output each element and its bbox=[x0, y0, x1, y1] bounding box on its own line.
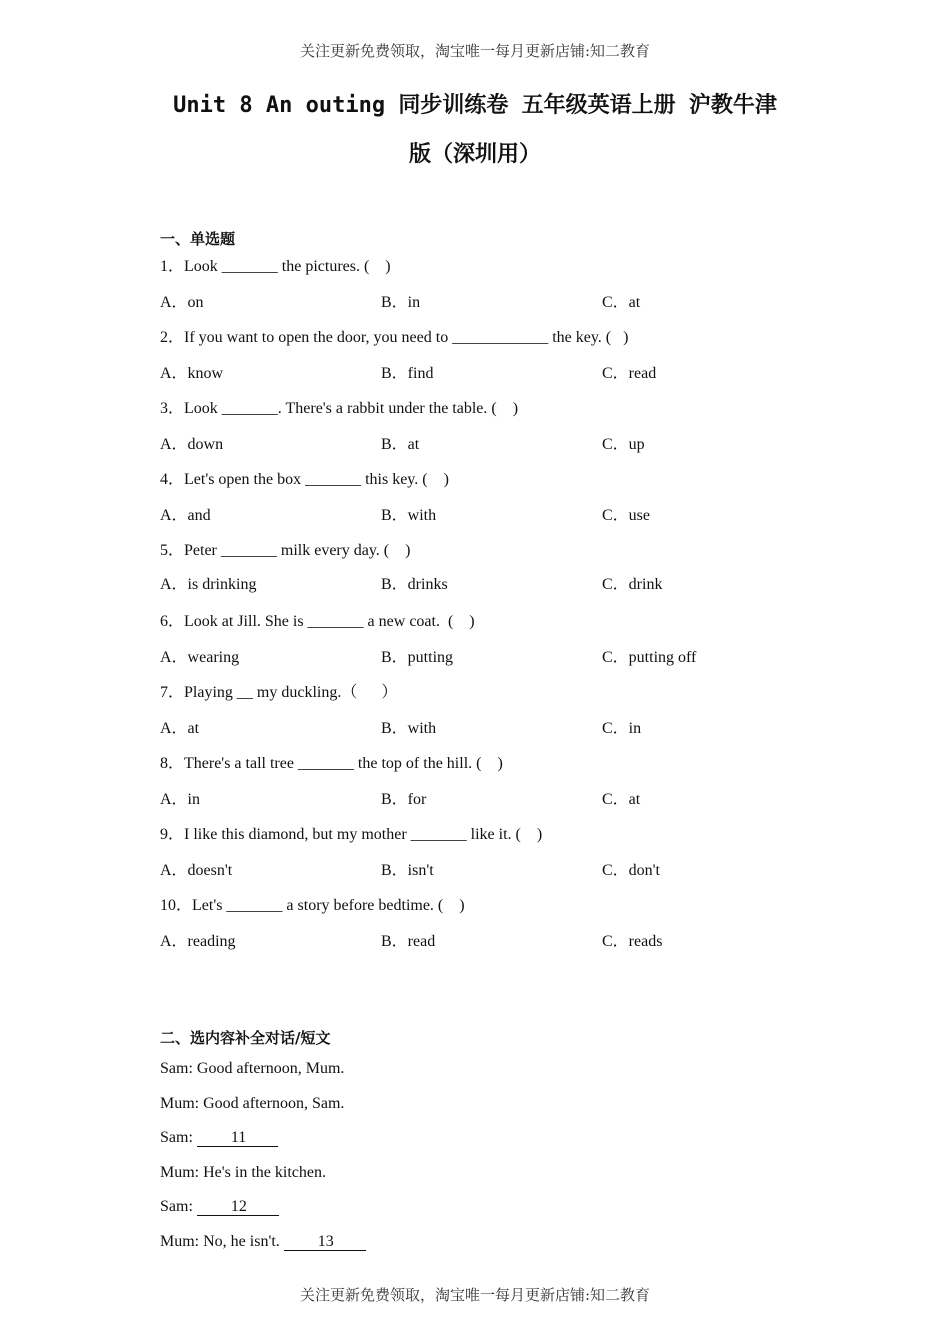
question-stem: 3．Look _______. There's a rabbit under the table. ( ) bbox=[160, 400, 519, 417]
option-a: A．doesn't bbox=[160, 862, 233, 879]
dialogue-line bbox=[160, 1129, 278, 1147]
option-a: A．at bbox=[160, 720, 200, 737]
question-stem: 2．If you want to open the door, you need to ____________ the key. ( ) bbox=[160, 329, 629, 346]
page-header: 关注更新免费领取，淘宝唯一每月更新店铺:知二教育 bbox=[299, 42, 651, 60]
answer-blank-13: 13 bbox=[284, 1233, 366, 1251]
option-c: C．reads bbox=[602, 933, 663, 950]
document-title-line2: 版（深圳用） bbox=[408, 142, 541, 167]
dialogue-line bbox=[160, 1060, 344, 1078]
document-title-line1: Unit 8 An outing 同步训练卷 五年级英语上册 沪教牛津 bbox=[173, 93, 777, 118]
option-b: B．putting bbox=[381, 649, 454, 666]
option-c: C．read bbox=[602, 365, 657, 382]
option-b: B．with bbox=[381, 507, 437, 524]
option-b: B．isn't bbox=[381, 862, 434, 879]
option-c: C．at bbox=[602, 294, 641, 311]
question-stem: 1．Look _______ the pictures. ( ) bbox=[160, 258, 391, 275]
question-stem: 7．Playing __ my duckling.（ ） bbox=[160, 684, 398, 701]
dialogue-text: Mum: No, he isn't. bbox=[160, 1233, 284, 1250]
option-c: C．up bbox=[602, 436, 645, 453]
option-c: C．putting off bbox=[602, 649, 697, 666]
question-stem: 10．Let's _______ a story before bedtime. ( ) bbox=[160, 897, 465, 914]
dialogue-text: Sam: bbox=[160, 1198, 197, 1215]
option-b: B．drinks bbox=[381, 576, 448, 593]
option-a: A．on bbox=[160, 294, 204, 311]
option-a: A．down bbox=[160, 436, 224, 453]
dialogue-line bbox=[160, 1095, 344, 1113]
dialogue-line bbox=[160, 1164, 326, 1182]
option-b: B．for bbox=[381, 791, 427, 808]
dialogue-text: Mum: Good afternoon, Sam. bbox=[160, 1095, 345, 1112]
option-a: A．is drinking bbox=[160, 576, 257, 593]
dialogue-text: Sam: bbox=[160, 1129, 197, 1146]
option-b: B．with bbox=[381, 720, 437, 737]
section-heading-single-choice: 一、单选题 bbox=[160, 230, 236, 248]
question-stem: 5．Peter _______ milk every day. ( ) bbox=[160, 542, 411, 559]
option-c: C．don't bbox=[602, 862, 661, 879]
option-b: B．read bbox=[381, 933, 436, 950]
question-stem: 8．There's a tall tree _______ the top of the hill. ( ) bbox=[160, 755, 503, 772]
question-stem: 4．Let's open the box _______ this key. ( ) bbox=[160, 471, 449, 488]
question-stem: 6．Look at Jill. She is _______ a new coat. ( ) bbox=[160, 613, 475, 630]
answer-blank-12: 12 bbox=[197, 1198, 279, 1216]
question-stem: 9．I like this diamond, but my mother _______ like it. ( ) bbox=[160, 826, 543, 843]
section-heading-dialogue: 二、选内容补全对话/短文 bbox=[160, 1029, 331, 1047]
option-c: C．drink bbox=[602, 576, 663, 593]
dialogue-line bbox=[160, 1198, 279, 1216]
answer-blank-11: 11 bbox=[197, 1129, 278, 1147]
option-a: A．in bbox=[160, 791, 201, 808]
option-c: C．at bbox=[602, 791, 641, 808]
option-a: A．reading bbox=[160, 933, 236, 950]
option-c: C．use bbox=[602, 507, 651, 524]
option-a: A．wearing bbox=[160, 649, 240, 666]
option-c: C．in bbox=[602, 720, 642, 737]
option-b: B．in bbox=[381, 294, 421, 311]
option-b: B．find bbox=[381, 365, 434, 382]
dialogue-text: Mum: He's in the kitchen. bbox=[160, 1164, 326, 1181]
option-a: A．and bbox=[160, 507, 211, 524]
dialogue-line bbox=[160, 1233, 366, 1251]
dialogue-text: Sam: Good afternoon, Mum. bbox=[160, 1060, 345, 1077]
page-footer: 关注更新免费领取，淘宝唯一每月更新店铺:知二教育 bbox=[299, 1286, 651, 1304]
option-a: A．know bbox=[160, 365, 224, 382]
option-b: B．at bbox=[381, 436, 420, 453]
